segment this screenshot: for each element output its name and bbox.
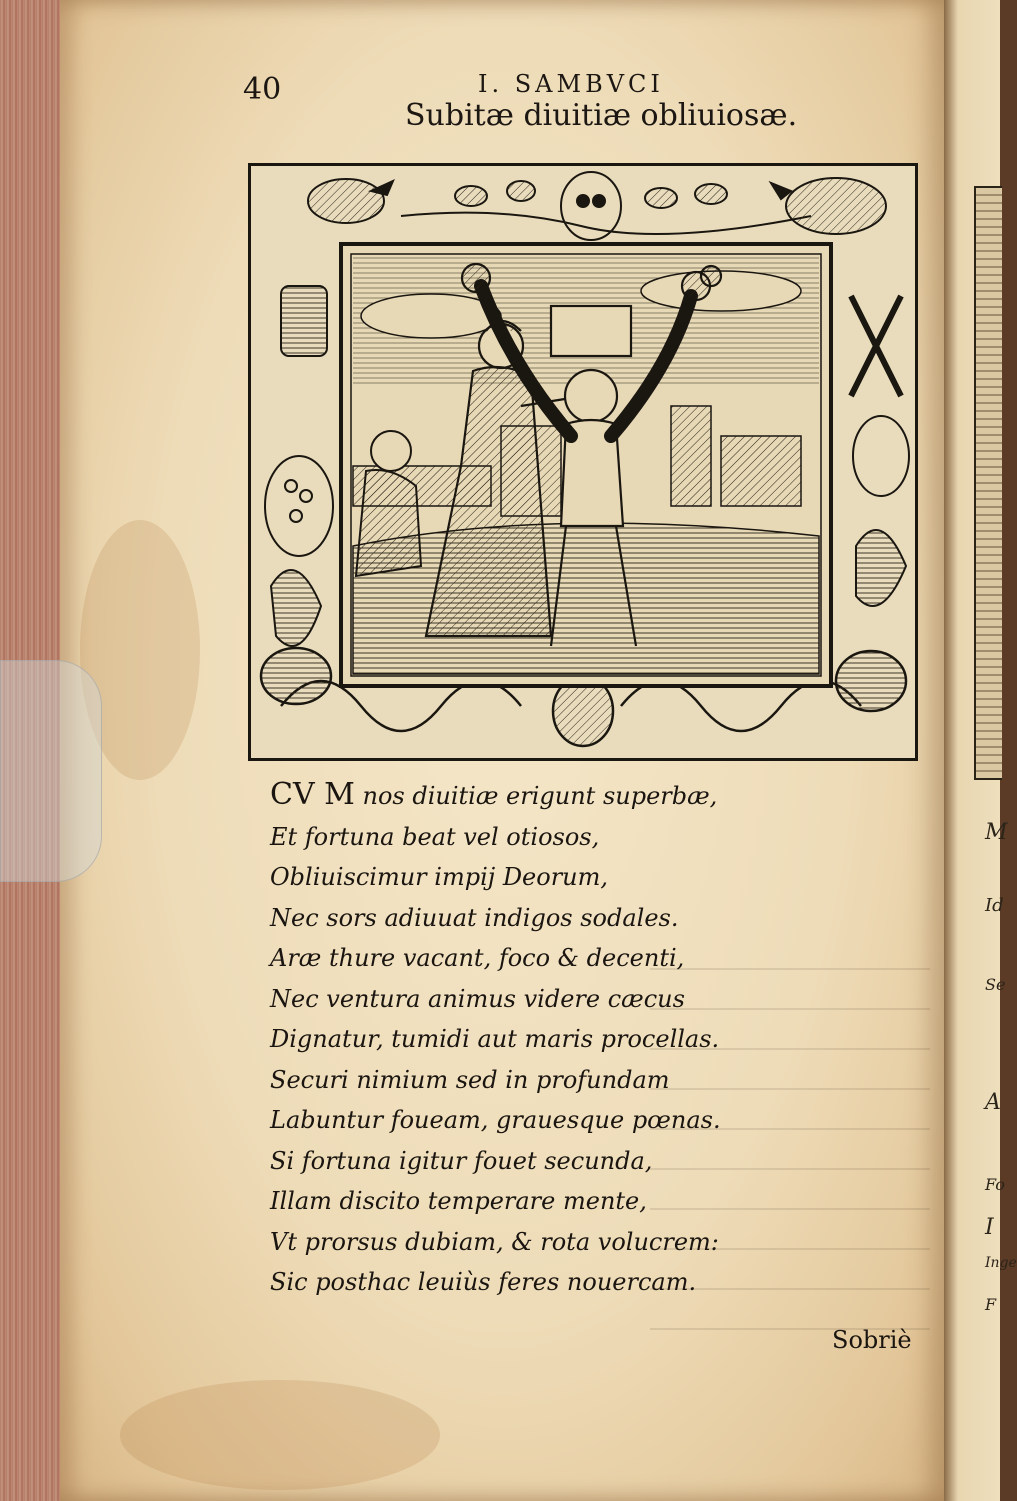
verse-line: Dignatur, tumidi aut maris procellas. — [270, 1025, 720, 1053]
right-page-fragment: F — [985, 1295, 997, 1314]
verse-line: Aræ thure vacant, foco & decenti, — [270, 944, 685, 972]
right-page-fragment: Se — [985, 975, 1006, 994]
page-clip — [0, 660, 102, 882]
verse-line: Illam discito temperare mente, — [270, 1187, 647, 1215]
verse-initial: CV M — [270, 777, 355, 812]
verse-line: Nec ventura animus videre cæcus — [270, 984, 685, 1013]
right-page-fragment: Id — [985, 895, 1004, 916]
verse-line: Labuntur foueam, grauesque pœnas. — [270, 1106, 721, 1134]
emblem-woodcut — [248, 163, 918, 761]
emblem-verse — [270, 775, 830, 1303]
verse-line: Vt prorsus dubiam, & rota volucrem: — [270, 1227, 719, 1256]
verse-line: Obliuiscimur impij Deorum, — [270, 863, 609, 891]
page-number: 40 — [243, 72, 282, 107]
verse-line: CV M nos diuitiæ erigunt superbæ, — [270, 777, 718, 812]
verse-line: Et fortuna beat vel otiosos, — [270, 822, 600, 851]
running-head: I. SAMBVCI — [478, 70, 664, 98]
right-page-fragment: M — [985, 820, 1008, 845]
right-page-fragment: I — [985, 1215, 994, 1240]
woodcut-illustration — [251, 166, 915, 758]
right-page-fragment: Fo — [985, 1175, 1005, 1194]
verse-line: Nec sors adiuuat indigos sodales. — [270, 903, 679, 932]
right-page-fragment: A — [985, 1090, 1001, 1115]
right-page-woodcut-edge — [974, 186, 1002, 780]
catchword: Sobriè — [832, 1326, 912, 1354]
paper-stain — [120, 1380, 440, 1490]
verse-line: Sic posthac leuiùs feres nouercam. — [270, 1268, 697, 1296]
emblem-motto: Subitæ diuitiæ obliuiosæ. — [405, 98, 798, 133]
verse-line: Si fortuna igitur fouet secunda, — [270, 1146, 653, 1175]
right-page-fragment: Inge — [985, 1255, 1017, 1271]
verse-line: Securi nimium sed in profundam — [270, 1065, 670, 1094]
